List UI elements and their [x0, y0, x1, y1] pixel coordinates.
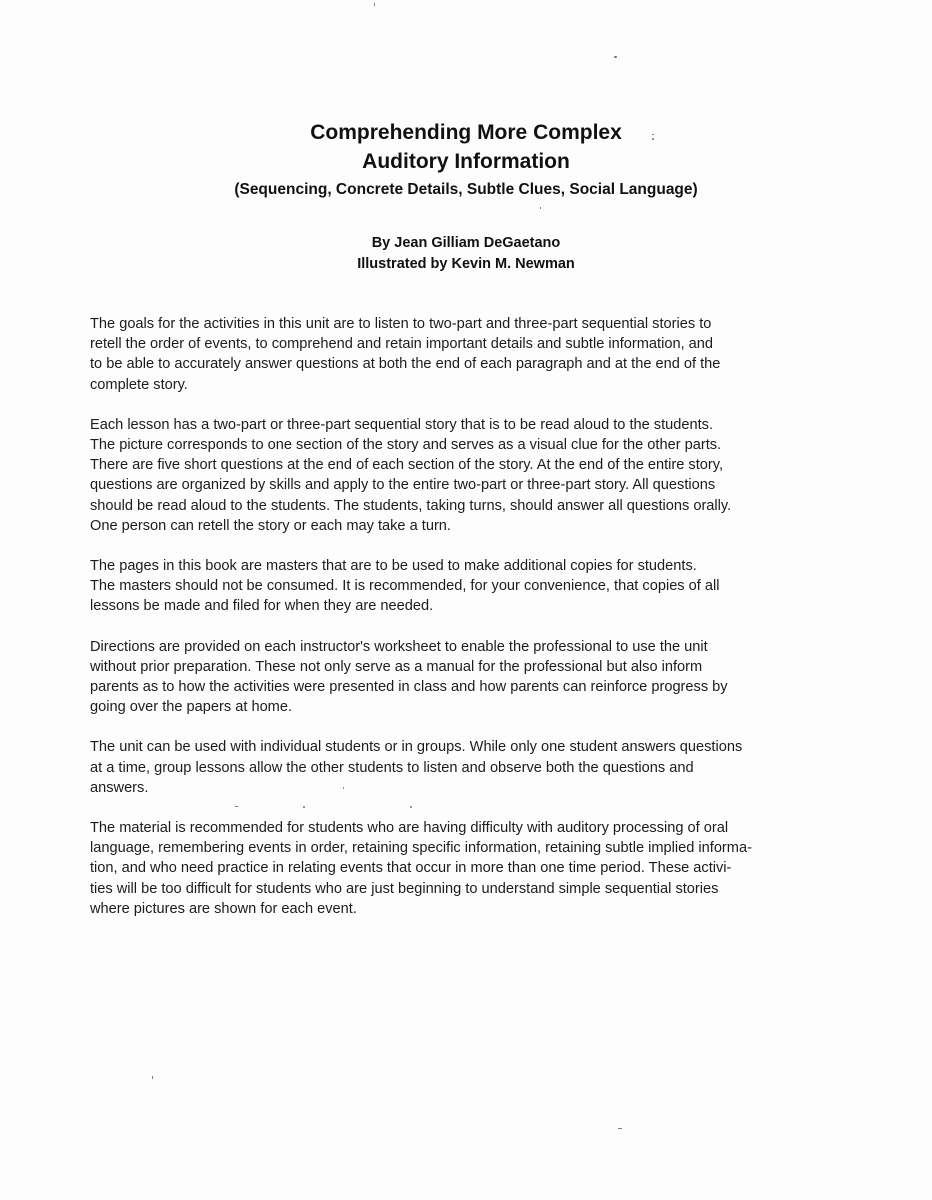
- scan-speck: [652, 138, 654, 140]
- paragraph-lesson-structure: Each lesson has a two-part or three-part sequential story that is to be read aloud to the students. The picture corresponds to one section of the story and serves as a visual clue for the other parts. There are five short questions at the end of each section of the story. At the end of the entire story, questions are organized by skills and apply to the entire two-part or three-part story. All questions should be read aloud to the students. The students, taking turns, should answer all questions orally. One person can retell the story or each may take a turn.: [90, 416, 732, 534]
- scan-speck: [618, 1128, 622, 1129]
- scan-speck: [343, 787, 344, 789]
- document-header: [0, 118, 932, 201]
- scan-speck: [410, 806, 412, 808]
- scan-speck: [540, 207, 541, 209]
- scan-speck: [235, 806, 238, 807]
- subtitle: (Sequencing, Concrete Details, Subtle Clues, Social Language): [234, 181, 698, 198]
- scan-speck: [303, 806, 305, 808]
- scan-speck: [614, 56, 617, 58]
- body-text: [90, 314, 850, 939]
- title-line-1: Comprehending More Complex: [310, 121, 622, 144]
- paragraph-groups: The unit can be used with individual students or in groups. While only one student answers questions at a time, group lessons allow the other students to listen and observe both the questions and answers.: [90, 739, 743, 796]
- paragraph-recommendation: The material is recommended for students who are having difficulty with auditory processing of oral language, remembering events in order, retaining specific information, retaining subtle implied informa- tion, and who need practice in relating events that occur in more than one time period. These activi- ties will be too difficult for students who are just beginning to understand simple sequential stories where pictures are shown for each event.: [90, 820, 752, 917]
- author-credit: By Jean Gilliam DeGaetano: [371, 235, 561, 251]
- title-line-2: Auditory Information: [362, 150, 570, 173]
- scan-speck: [652, 134, 654, 135]
- illustrator-credit: Illustrated by Kevin M. Newman: [357, 256, 575, 272]
- scan-speck: [152, 1076, 153, 1079]
- paragraph-directions: Directions are provided on each instructor's worksheet to enable the professional to use the unit without prior preparation. These not only serve as a manual for the professional but also inform parents as to how the activities were presented in class and how parents can reinforce progress by going over the papers at home.: [90, 638, 728, 716]
- paragraph-goals: The goals for the activities in this unit are to listen to two-part and three-part sequential stories to retell the order of events, to comprehend and retain important details and subtle information, and to be able to accurately answer questions at both the end of each paragraph and at the end of the complete story.: [90, 316, 721, 393]
- scan-speck: [374, 3, 375, 6]
- paragraph-masters: The pages in this book are masters that are to be used to make additional copies for students. The masters should not be consumed. It is recommended, for your convenience, that copies of all lessons be made and filed for when they are needed.: [90, 558, 720, 615]
- byline: [0, 233, 932, 275]
